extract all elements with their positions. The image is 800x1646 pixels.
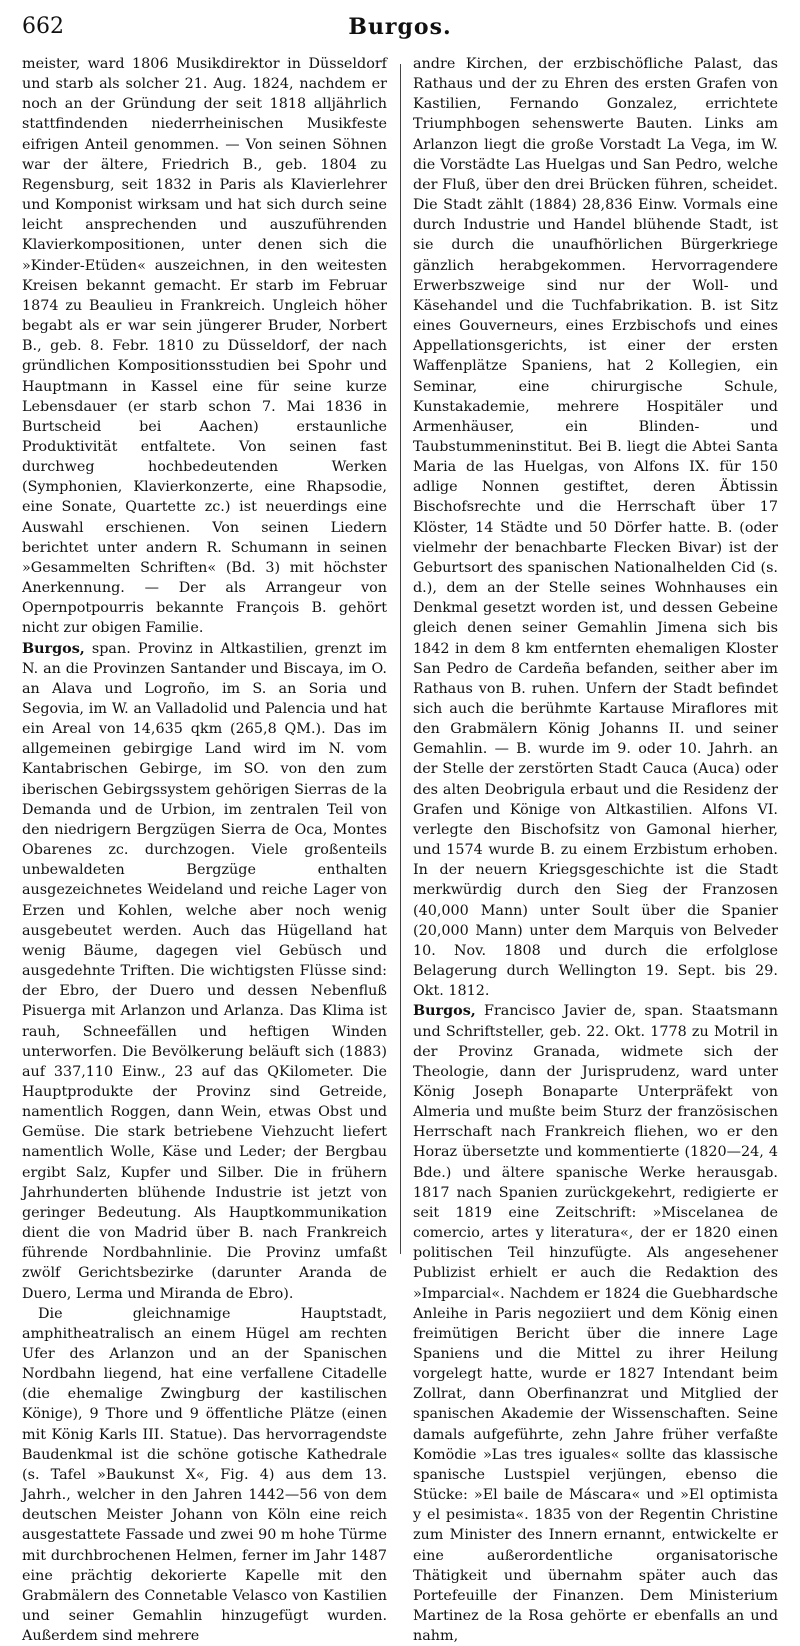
page-number: 662 (22, 14, 64, 39)
page-header (22, 8, 778, 48)
left-column (22, 54, 387, 1646)
entry-text: Francisco Javier de, span. Staatsmann und Schriftsteller, geb. 22. Okt. 1778 zu Motril in der Provinz Granada, widmete sich der Theologie, dann der Jurisprudenz, ward unter König Joseph Bonaparte Unterpräfekt von Almeria und mußte beim Sturz der französischen Herrschaft nach Frankreich fliehen, wo er den Horaz übersetzte und kommentierte (1820—24, 4 Bde.) und ältere spanische Werke herausgab. 1817 nach Spanien zurückgekehrt, redigierte er seit 1819 eine Zeitschrift: »Miscelanea de comercio, artes y literatura«, der er 1820 einen politischen Teil hinzufügte. Als angesehener Publizist erhielt er auch die Redaktion des »Imparcial«. Nachdem er 1824 die Guebhardsche Anleihe in Paris negoziiert und dem König einen freimütigen Bericht über die innere Lage Spaniens und die Mittel zu ihrer Heilung vorgelegt hatte, wurde er 1827 Intendant beim Zollrat, dann Oberfinanzrat und Mitglied der spanischen Akademie der Wissenschaften. Seine damals aufgeführte, zehn Jahre früher verfaßte Komödie »Las tres iguales« sollte das klassische spanische Lustspiel verjüngen, ebenso die Stücke: »El baile de Máscara« und »El optimista y el pesimista«. 1835 von der Regentin Christine zum Minister des Innern ernannt, entwickelte er eine außerordentliche organisatorische Thätigkeit und übernahm später auch das Portefeuille der Finanzen. Dem Ministerium Martinez de la Rosa gehörte er ebenfalls an und nahm, (413, 1003, 778, 1645)
column-divider (400, 64, 401, 1254)
running-head: Burgos. (348, 14, 452, 40)
right-column (413, 54, 778, 1646)
entry-burgos-province (22, 639, 387, 1304)
entry-burgos-city: Die gleichnamige Hauptstadt, amphitheatralisch an einem Hügel am rechten Ufer des Arlanzon und an der Spanischen Nordbahn liegend, hat eine verfallene Citadelle (die ehemalige Zwingburg der kastilischen Könige), 9 Thore und 9 öffentliche Plätze (einen mit König Karls III. Statue). Das hervorragendste Baudenkmal ist die schöne gotische Kathedrale (s. Tafel »Baukunst X«, Fig. 4) aus dem 13. Jahrh., welcher in den Jahren 1442—56 von dem deutschen Meister Johann von Köln eine reich ausgestattete Fassade und zwei 90 m hohe Türme mit durchbrochenen Helmen, ferner im Jahr 1487 eine prächtig dekorierte Kapelle mit den Grabmälern des Connetable Velasco von Kastilien und seiner Gemahlin hinzugefügt wurden. Außerdem sind mehrere (22, 1305, 387, 1645)
entry-burgos-francisco (413, 1001, 778, 1646)
headword: Burgos, (22, 640, 85, 657)
entry-text: span. Provinz in Altkastilien, grenzt im N. an die Provinzen Santander und Biscaya, im O. an Alava und Logroño, im S. an Soria und Segovia, im W. an Valladolid und Palencia und hat ein Areal von 14,635 qkm (265,8 QM.). Das im allgemeinen gebirgige Land wird im N. vom Kantabrischen Gebirge, im SO. von den zum iberischen Gebirgssystem gehörigen Sierras de la Demanda und de Urbion, im zentralen Teil von den niedrigern Bergzügen Sierra de Oca, Montes Obarenes zc. durchzogen. Viele großenteils unbewaldeten Bergzüge enthalten ausgezeichnetes Weideland und reiche Lager von Erzen und Kohlen, welche aber noch wenig ausgebeutet werden. Auch das Hügelland hat wenig Bäume, dagegen viel Gebüsch und ausgedehnte Triften. Die wichtigsten Flüsse sind: der Ebro, der Duero und dessen Nebenfluß Pisuerga mit Arlanzon und Arlanza. Das Klima ist rauh, Schneefällen und heftigen Winden unterworfen. Die Bevölkerung beläuft sich (1883) auf 337,110 Einw., 23 auf das QKilometer. Die Hauptprodukte der Provinz sind Getreide, namentlich Roggen, dann Wein, etwas Obst und Gemüse. Die stark betriebene Viehzucht liefert namentlich Wolle, Käse und Leder; der Bergbau ergibt Salz, Kupfer und Silber. Die in frühern Jahrhunderten blühende Industrie ist jetzt von geringer Bedeutung. Als Hauptkommunikation dient die von Madrid über B. nach Frankreich führende Nordbahnlinie. Die Provinz umfaßt zwölf Gerichtsbezirke (darunter Aranda de Duero, Lerma und Miranda de Ebro). (22, 640, 387, 1302)
entry-burgos-city-continued: andre Kirchen, der erzbischöfliche Palast, das Rathaus und der zu Ehren des ersten Grafen von Kastilien, Fernando Gonzalez, errichtete Triumphbogen sehenswerte Bauten. Links am Arlanzon liegt die große Vorstadt La Vega, im W. die Vorstädte Las Huelgas und San Pedro, welche der Fluß, über den drei Brücken führen, scheidet. Die Stadt zählt (1884) 28,836 Einw. Vormals eine durch Industrie und Handel blühende Stadt, ist sie durch die unaufhörlichen Bürgerkriege gänzlich herabgekommen. Hervorragendere Erwerbszweige sind nur der Woll- und Käsehandel und die Tuchfabrikation. B. ist Sitz eines Gouverneurs, eines Erzbischofs und eines Appellationsgerichts, ist einer der ersten Waffenplätze Spaniens, hat 2 Kollegien, ein Seminar, eine chirurgische Schule, Kunstakademie, mehrere Hospitäler und Armenhäuser, ein Blinden- und Taubstummeninstitut. Bei B. liegt die Abtei Santa Maria de las Huelgas, von Alfons IX. für 150 adlige Nonnen gestiftet, deren Äbtissin Bischofsrechte und die Herrschaft über 17 Klöster, 14 Städte und 50 Dörfer hatte. B. (oder vielmehr der benachbarte Flecken Bivar) ist der Geburtsort des spanischen Nationalhelden Cid (s. d.), dem an der Stelle seines Wohnhauses ein Denkmal gesetzt worden ist, und dessen Gebeine gleich denen seiner Gemahlin Jimena sich bis 1842 in dem 8 km entfernten ehemaligen Kloster San Pedro de Cardeña befanden, seither aber im Rathaus von B. ruhen. Unfern der Stadt befindet sich auch die berühmte Kartause Miraflores mit den Grabmälern König Johanns II. und seiner Gemahlin. — B. wurde im 9. oder 10. Jahrh. an der Stelle der zerstörten Stadt Cauca (Auca) oder des alten Deobrigula erbaut und die Residenz der Grafen und Könige von Altkastilien. Alfons VI. verlegte den Bischofsitz von Gamonal hierher, und 1574 wurde B. zu einem Erzbistum erhoben. In der neuern Kriegsgeschichte ist die Stadt merkwürdig durch den Sieg der Franzosen (40,000 Mann) unter Soult über die Spanier (20,000 Mann) unter dem Marquis von Belveder 10. Nov. 1808 und durch die erfolglose Belagerung durch Wellington 19. Sept. bis 29. Okt. 1812. (413, 56, 778, 1000)
entry-continuation: meister, ward 1806 Musikdirektor in Düsseldorf und starb als solcher 21. Aug. 1824, nachdem er noch an der Gründung der seit 1818 alljährlich stattfindenden niederrheinischen Musikfeste eifrigen Anteil genommen. — Von seinen Söhnen war der ältere, Friedrich B., geb. 1804 zu Regensburg, seit 1832 in Paris als Klavierlehrer und Komponist wirksam und hat sich durch seine leicht ansprechenden und auszuführenden Klavierkompositionen, unter denen sich die »Kinder-Etüden« auszeichnen, in den weitesten Kreisen bekannt gemacht. Er starb im Februar 1874 zu Beaulieu in Frankreich. Ungleich höher begabt als er war sein jüngerer Bruder, Norbert B., geb. 8. Febr. 1810 zu Düsseldorf, der nach gründlichen Kompositionsstudien bei Spohr und Hauptmann in Kassel eine für seine kurze Lebensdauer (er starb schon 7. Mai 1836 in Burtscheid bei Aachen) erstaunliche Produktivität entfaltete. Von seinen fast durchweg hochbedeutenden Werken (Symphonien, Klavierkonzerte, eine Rhapsodie, eine Sonate, Quartette zc.) ist neuerdings eine Auswahl erschienen. Von seinen Liedern berichtet unter andern R. Schumann in seinen »Gesammelten Schriften« (Bd. 3) mit höchster Anerkennung. — Der als Arrangeur von Opernpotpourris bekannte François B. gehört nicht zur obigen Familie. (22, 56, 387, 637)
headword: Burgos, (413, 1003, 476, 1020)
